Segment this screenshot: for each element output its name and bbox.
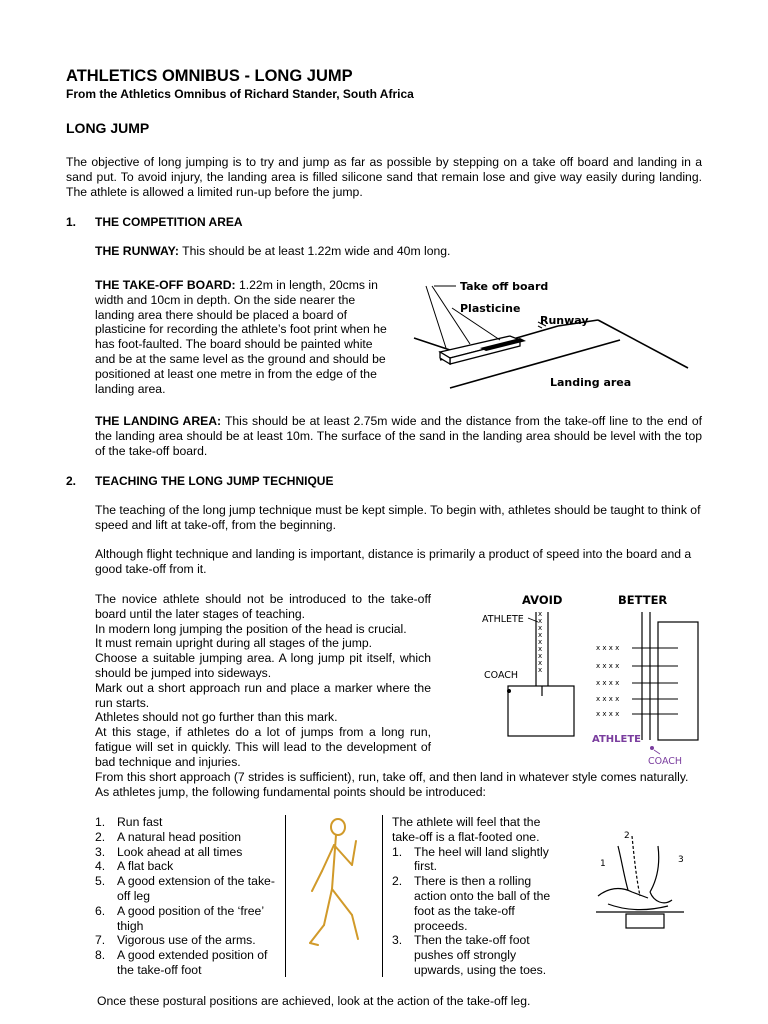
list-item: 1. The heel will land slightly first. xyxy=(392,844,549,874)
landing-area-label: THE LANDING AREA: xyxy=(95,414,222,428)
svg-text:x: x xyxy=(538,610,543,618)
better-runway xyxy=(642,612,698,740)
label-runway: Runway xyxy=(540,314,589,327)
points-list xyxy=(95,815,285,978)
foot-label-3: 3 xyxy=(678,855,684,865)
runway-paragraph xyxy=(95,244,695,259)
label-take-off-board: Take off board xyxy=(460,280,549,293)
list-item: 6. A good position of the ‘free’ thigh xyxy=(95,903,264,933)
svg-text:x x x x: x x x x xyxy=(596,695,620,703)
teaching-line: The novice athlete should not be introduced to the take-off board until the later stages of teaching. xyxy=(95,592,431,621)
runway-text: This should be at least 1.22m wide and 40m long. xyxy=(178,244,451,258)
teaching-line: Athletes should not go further than this mark. xyxy=(95,710,338,725)
list-item: 7. Vigorous use of the arms. xyxy=(95,933,256,948)
intro-paragraph: The objective of long jumping is to try and jump as far as possible by stepping on a take off board and landing in a sand put. To avoid injury, the landing area is filled silicone sand that remain lose and give way easily during landing. The athlete is allowed a limited run-up before the jump. xyxy=(66,155,702,199)
label-athlete-better: ATHLETE xyxy=(592,734,642,745)
label-athlete-avoid: ATHLETE xyxy=(482,614,524,625)
teaching-lines xyxy=(95,592,431,770)
svg-text:x: x xyxy=(538,624,543,632)
pointer-lines xyxy=(426,286,546,348)
svg-text:x: x xyxy=(538,631,543,639)
svg-text:x: x xyxy=(538,638,543,646)
teaching-paragraph-2: Although flight technique and landing is important, distance is primarily a product of speed into the board and a good take-off from it. xyxy=(95,547,692,576)
list-item: 4. A flat back xyxy=(95,859,174,874)
better-footmarks xyxy=(596,644,619,718)
label-coach-better: COACH xyxy=(648,756,683,766)
feel-intro: The athlete will feel that the take-off is a flat-footed one. xyxy=(392,815,541,844)
list-item: 2. There is then a rolling action onto the ball of the foot as the take-off proceeds. xyxy=(392,874,551,933)
closing-paragraph: Once these postural positions are achieved, look at the action of the take-off leg. xyxy=(97,994,531,1008)
svg-text:x x x x: x x x x xyxy=(596,679,620,687)
svg-text:x: x xyxy=(538,645,543,653)
column-divider-2 xyxy=(382,815,383,977)
takeoff-board-text: 1.22m in length, 20cms in width and 10cm in depth. On the side nearer the landing area there should be placed a board of plasticine for recording the athlete’s foot print when he has foot-faulted. The board should be painted white and be at the same level as the ground and should be positioned at least one metre in from the edge of the landing area. xyxy=(95,278,387,396)
list-item: 2. A natural head position xyxy=(95,829,241,844)
better-arrows xyxy=(632,648,678,714)
section2-number: 2. xyxy=(66,474,77,488)
foot-action-diagram xyxy=(588,826,692,938)
avoid-footmarks xyxy=(538,610,542,674)
svg-text:x: x xyxy=(538,617,543,625)
list-item: 5. A good extension of the take-off leg xyxy=(95,874,275,903)
teaching-line: It must remain upright during all stages of the jump. xyxy=(95,636,373,651)
teaching-paragraph-1: The teaching of the long jump technique must be kept simple. To begin with, athletes should be taught to think of speed and lift at take-off, from the beginning. xyxy=(95,503,701,532)
takeoff-board-paragraph xyxy=(95,278,387,396)
teaching-line: In modern long jumping the position of the head is crucial. xyxy=(95,621,407,636)
section1-title: THE COMPETITION AREA xyxy=(95,215,243,229)
section-heading: LONG JUMP xyxy=(66,120,150,136)
teaching-line: Mark out a short approach run and place a marker where the run starts. xyxy=(95,680,431,710)
teaching-line: Choose a suitable jumping area. A long jump pit itself, which should be jumped into sideways. xyxy=(95,651,431,680)
avoid-better-diagram xyxy=(478,590,706,766)
list-item: 3. Then the take-off foot pushes off strongly upwards, using the toes. xyxy=(392,933,547,977)
foot-label-2: 2 xyxy=(624,831,630,841)
takeoff-board-label: THE TAKE-OFF BOARD: xyxy=(95,278,236,292)
label-better: BETTER xyxy=(618,593,668,607)
section2-title: TEACHING THE LONG JUMP TECHNIQUE xyxy=(95,474,334,488)
label-coach-avoid: COACH xyxy=(484,670,519,681)
runway-diagram xyxy=(410,278,702,398)
svg-text:x x x x: x x x x xyxy=(596,644,620,652)
list-item: 3. Look ahead at all times xyxy=(95,844,243,859)
feel-list xyxy=(392,845,562,978)
running-figure xyxy=(296,815,382,975)
runway-label: THE RUNWAY: xyxy=(95,244,179,258)
svg-text:x x x x: x x x x xyxy=(596,662,620,670)
coach-marker-avoid xyxy=(507,689,511,693)
svg-text:x: x xyxy=(538,652,543,660)
label-avoid: AVOID xyxy=(522,593,563,607)
teaching-line: At this stage, if athletes do a lot of jumps from a long run, fatigue will set in quickly. This will lead to the development of bad technique and injuries. xyxy=(95,725,431,769)
teaching-paragraph-3: From this short approach (7 strides is sufficient), run, take off, and then land in whatever style comes naturally. As athletes jump, the following fundamental points should be introduced: xyxy=(95,770,689,799)
page-subtitle: From the Athletics Omnibus of Richard Stander, South Africa xyxy=(66,87,414,101)
svg-text:x: x xyxy=(538,659,543,667)
label-plasticine: Plasticine xyxy=(460,302,521,315)
takeoff-board-shape xyxy=(440,336,526,364)
label-landing-area: Landing area xyxy=(550,376,632,389)
svg-text:x: x xyxy=(538,666,543,674)
landing-area-text: This should be at least 2.75m wide and the distance from the take-off line to the end of the landing area should be at least 10m. The surface of the sand in the landing area should be level with the top of the take-off board. xyxy=(95,414,702,458)
page-title: ATHLETICS OMNIBUS - LONG JUMP xyxy=(66,67,353,85)
svg-text:x x x x: x x x x xyxy=(596,710,620,718)
section1-number: 1. xyxy=(66,215,77,229)
list-item: 1. Run fast xyxy=(95,815,163,829)
feel-column xyxy=(392,815,562,978)
list-item: 8. A good extended position of the take-off foot xyxy=(95,948,268,977)
column-divider-1 xyxy=(285,815,286,977)
landing-area-paragraph xyxy=(95,414,702,458)
foot-label-1: 1 xyxy=(600,859,606,869)
coach-marker-better xyxy=(650,746,654,750)
